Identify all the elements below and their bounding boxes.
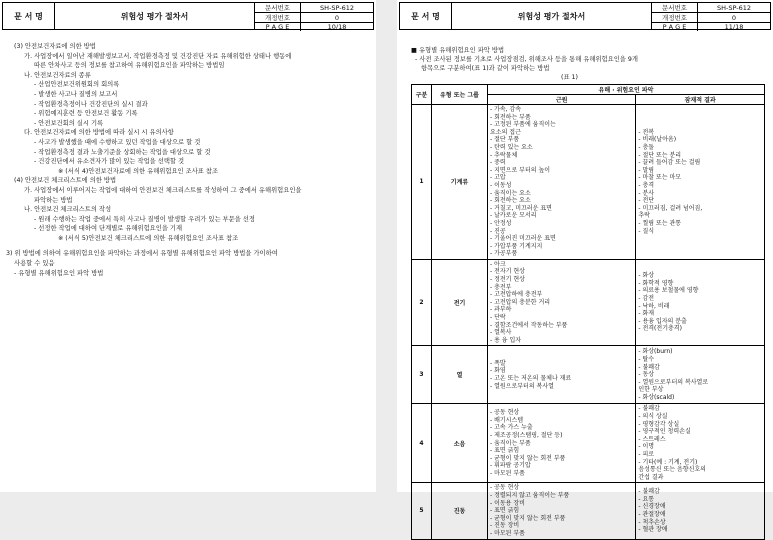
page-header <box>399 2 771 30</box>
cause-item: - 거칠고, 미끄러운 표면 <box>490 204 552 212</box>
cause-item: - 중력 <box>490 159 506 167</box>
cause-item: - 회전하는 요소 <box>490 197 531 205</box>
result-item: - 말림 <box>638 166 655 174</box>
result-item: - 신경장애 <box>638 503 666 511</box>
result-item: - 질식 <box>638 227 655 235</box>
cause-item: - 고속 가스 누출 <box>490 424 533 432</box>
intro-line: - 사전 조사된 정보를 기초로 사업장점검, 위해조사 등을 통해 유해위험요인을 9개 <box>415 56 638 63</box>
table-row <box>412 346 765 404</box>
result-item: - 분사 <box>638 189 655 197</box>
result-item: - 동상 <box>638 371 655 379</box>
cause-item: - 전자기 현상 <box>490 268 525 276</box>
col-header-result: 잠재적 결과 <box>636 95 765 105</box>
doc-info-grid <box>652 3 770 29</box>
col-header-cause: 근원 <box>488 95 636 105</box>
result-item: - 의식 상실 <box>638 413 668 420</box>
result-item: 인한 부상 <box>638 386 664 394</box>
result-item: - 화상 <box>638 272 655 280</box>
result-item: - 불쾌감 <box>638 363 660 371</box>
cause-item: - 열원으로부터의 복사열 <box>490 382 554 390</box>
page-label: P A G E <box>652 23 698 31</box>
body-line: - 작업환경측정이나 건강진단의 실시 결과 <box>34 100 148 108</box>
body-line: (3) 안전보건자료에 의한 방법 <box>14 43 96 50</box>
cause-item: - 추락물체 <box>490 151 518 159</box>
doc-title: 위험성 평가 절차서 <box>452 3 652 29</box>
cause-item: - 정렬되지 않고 움직이는 부품 <box>490 491 570 499</box>
cause-item: - 가공부품 <box>490 250 518 258</box>
doc-no: SH-SP-612 <box>319 3 354 12</box>
body-line: (4) 안전보건 체크리스트에 의한 방법 <box>14 177 117 185</box>
cause-item: - 회전하는 부품 <box>490 113 531 121</box>
result-item: - 전격(전기충격) <box>638 325 682 333</box>
body-line: - 산업안전보건위원회의 회의록 <box>34 81 120 89</box>
body-line: - 유형별 유해위험요인 파악 방법 <box>14 269 104 277</box>
cause-item: 요소의 접근 <box>490 128 521 136</box>
row-type: 진동 <box>432 483 488 539</box>
result-item: 간섭 결과 <box>638 473 664 481</box>
cause-item: - 진동 장비 <box>490 522 520 530</box>
cause-item: - 아크 <box>490 260 506 268</box>
result-cell <box>636 346 765 404</box>
hazard-table <box>411 84 765 540</box>
body-line: - 작업환경측정 결과 노출기준을 상회하는 작업을 대상으로 할 것 <box>34 148 211 156</box>
cause-item: - 표면 긁힘 <box>490 507 520 515</box>
body-line: - 위험예지훈련 등 안전보건 활동 기록 <box>34 110 138 118</box>
result-item: - 끌려 들어감 또는 걸림 <box>638 159 701 167</box>
result-item: - 마찰 또는 마모 <box>638 174 682 182</box>
result-item: - 스트레스 <box>638 435 666 443</box>
table-row <box>412 404 765 483</box>
cause-item: - 균형이 맞지 않는 회전 부품 <box>490 454 566 462</box>
result-item: - 혈관 장애 <box>638 526 668 534</box>
table-row <box>412 105 765 260</box>
rev-no: 0 <box>334 13 340 22</box>
result-item: - 용융 입자의 분출 <box>638 317 687 325</box>
result-cell <box>636 483 765 539</box>
result-item: - 의료용 보철물에 영향 <box>638 287 699 295</box>
body-line: 3) 위 방법에 의하여 유해위험요인을 파악하는 과정에서 유형별 유해위험요인 파악 방법을 가이하여 <box>6 250 278 258</box>
body-line: 나. 안전보건자료의 종류 <box>24 71 91 79</box>
result-item: - 낙하, 비래 <box>638 302 670 310</box>
result-item: - 열원으로부터의 복사열로 <box>638 378 709 386</box>
col-header-no: 구분 <box>412 85 432 105</box>
body-line: 나. 안전보건 체크리스트의 작성 <box>24 206 112 214</box>
page-number: 11/18 <box>724 23 744 31</box>
cause-item: - 휘파람 공기압 <box>490 462 531 470</box>
cause-item: - 안정성 <box>490 219 512 227</box>
table-row <box>412 259 765 346</box>
body-line: - 안전보건회의 실시 기록 <box>34 119 104 127</box>
cause-item: - 제조공정(스탬핑, 절단 등) <box>490 431 563 439</box>
result-item: - 화상(burn) <box>638 348 673 356</box>
result-item: - 이명 <box>638 443 655 451</box>
body-line: 따른 안차사고 등의 정보를 참고하여 유해위험요인을 파악하는 방법임 <box>34 62 225 70</box>
body-line: - 원래 수행하는 작업 중에서 특히 사고나 질병이 발생할 우려가 있는 부문을 선정 <box>34 215 255 223</box>
cause-item: - 공동 현상 <box>490 484 520 492</box>
result-item: - 전복 <box>638 128 655 136</box>
result-item: - 피로 <box>638 450 655 458</box>
rev-label: 개정번호 <box>255 13 301 22</box>
cause-item: - 마모된 부품 <box>490 529 525 537</box>
cause-item: - 공동 현상 <box>490 409 520 417</box>
doc-title: 위험성 평가 절차서 <box>55 3 255 29</box>
cause-item: - 고전압의 충분한 거리 <box>490 298 551 306</box>
result-item: - 화학적 영향 <box>638 279 674 287</box>
intro-line: ■ 유형별 유해위험요인 파악 방법 <box>411 47 505 54</box>
body-line: - 선정한 작업에 대하여 단계별로 유해위험요인을 기재 <box>34 225 183 233</box>
hazard-table-body <box>412 105 765 540</box>
page-number: 10/18 <box>327 23 347 31</box>
result-item: - 전단 <box>638 197 655 205</box>
body-line: 다. 안전보건자료에 의한 방법에 따라 실시 시 유의사항 <box>24 129 174 137</box>
row-number: 3 <box>412 346 432 404</box>
document-page-left <box>0 0 376 492</box>
cause-cell <box>488 346 636 404</box>
page-label: P A G E <box>255 23 301 31</box>
result-item: - 미끄러짐, 걸려 넘어짐, <box>638 204 703 212</box>
cause-item: - 기울어진 미끄러운 표면 <box>490 235 556 243</box>
doc-no-label: 문서번호 <box>652 3 698 12</box>
body-line: 가. 사업장에서 일어난 재해발생보고서, 작업환경측정 및 건강진단 자료 유해위험한 상태나 행동에 <box>24 52 292 60</box>
result-item: - 충돌 <box>638 143 655 151</box>
result-item: 음성통신 또는 음향신호의 <box>638 466 706 474</box>
cause-item: - 가압부품 기계지지 <box>490 242 543 250</box>
cause-cell <box>488 404 636 483</box>
cause-item: - 단락 <box>490 314 506 322</box>
result-item: - 찔림 또는 관통 <box>638 219 682 227</box>
result-item: - 불쾌감 <box>638 488 660 496</box>
cause-item: - 결함조건에서 작동하는 부품 <box>490 321 568 329</box>
table-caption: (표 1) <box>561 74 579 81</box>
right-intro <box>411 46 767 82</box>
result-item: - 불쾌감 <box>638 405 660 413</box>
result-item: - 충격 <box>638 181 655 189</box>
col-header-group: 유해 · 위험요인 파악 <box>488 85 765 95</box>
doc-info-grid <box>255 3 373 29</box>
cause-item: - 고전압하에 충전부 <box>490 291 543 299</box>
cause-cell <box>488 105 636 260</box>
cause-item: - 폭발 <box>490 359 506 367</box>
cause-item: - 용 융 입자 <box>490 336 522 344</box>
cause-item: - 진공 <box>490 227 506 235</box>
doc-name-label: 문 서 명 <box>3 3 55 29</box>
result-cell <box>636 105 765 260</box>
doc-no-label: 문서번호 <box>255 3 301 12</box>
result-item: - 영구적인 청력손실 <box>638 428 691 436</box>
cause-item: - 표면 긁힘 <box>490 447 520 455</box>
row-number: 4 <box>412 404 432 483</box>
cause-item: - 과부하 <box>490 306 512 314</box>
cause-item: - 가속, 감속 <box>490 106 522 113</box>
result-item: - 감전 <box>638 295 655 303</box>
document-page-right <box>397 0 773 537</box>
cause-item: - 열복사 <box>490 329 512 337</box>
body-line: 파악하는 방법 <box>34 196 73 204</box>
cause-item: - 고정된 부품에 움직이는 <box>490 121 556 129</box>
row-type: 열 <box>432 346 488 404</box>
body-line: - 사고가 발생했을 때에 수행하고 있던 작업을 대상으로 할 것 <box>34 138 201 146</box>
cause-item: - 충전부 <box>490 283 512 291</box>
body-line: - 발생한 사고나 질병의 보고서 <box>34 90 118 98</box>
cause-item: - 지면으로 부터의 높이 <box>490 166 551 174</box>
doc-name-label: 문 서 명 <box>400 3 452 29</box>
cause-cell <box>488 483 636 539</box>
doc-no: SH-SP-612 <box>716 3 751 12</box>
rev-no: 0 <box>731 13 737 22</box>
cause-item: - 고온 또는 저온의 물체나 재료 <box>490 374 572 382</box>
body-line: - 건강진단에서 유소견자가 많이 있는 작업을 선택할 것 <box>34 158 185 166</box>
cause-item: - 고압 <box>490 174 506 182</box>
body-line: ※ (서식 4)안전보건자료에 의한 유해위험요인 조사표 참조 <box>58 167 219 175</box>
cause-item: - 배기시스템 <box>490 416 524 424</box>
result-item: - 절단 또는 분리 <box>638 151 682 159</box>
page-header <box>2 2 374 30</box>
cause-item: - 탄력 있는 요소 <box>490 143 533 151</box>
result-item: - 척추손상 <box>638 518 666 526</box>
body-line: 가. 사업장에서 이루어지는 작업에 대하여 안전보건 체크리스트를 작성하여 그 중에서 유해위험요인을 <box>24 186 302 194</box>
cause-item: - 화염 <box>490 367 506 375</box>
row-type: 전기 <box>432 259 488 346</box>
left-body-text <box>6 42 370 278</box>
cause-item: - 균형이 맞지 않는 회전 부품 <box>490 514 566 522</box>
result-item: 추락 <box>638 212 650 220</box>
result-cell <box>636 259 765 346</box>
cause-item: - 움직이는 부품 <box>490 439 531 447</box>
row-number: 2 <box>412 259 432 346</box>
cause-cell <box>488 259 636 346</box>
col-header-type: 유형 또는 그룹 <box>432 85 488 105</box>
row-type: 기계류 <box>432 105 488 260</box>
result-item: - 기타(예 : 기계, 전기) <box>638 458 698 466</box>
row-number: 5 <box>412 483 432 539</box>
body-line: ※ (서식 5)안전보건 체크리스트에 의한 유해위험요인 조사표 참조 <box>58 234 239 242</box>
row-number: 1 <box>412 105 432 260</box>
intro-line: 항목으로 구분하여(표 1)과 같이 파악하는 방법 <box>421 65 550 72</box>
result-item: - 평형감각 상실 <box>638 420 680 428</box>
result-item: - 비래(날아옴) <box>638 136 677 144</box>
cause-item: - 날카로운 모서리 <box>490 212 537 220</box>
table-row <box>412 483 765 539</box>
cause-item: - 절단 부품 <box>490 136 520 144</box>
cause-item: - 움직이는 요소 <box>490 189 531 197</box>
rev-label: 개정번호 <box>652 13 698 22</box>
result-item: - 화상(scald) <box>638 393 675 401</box>
cause-item: - 이동성 <box>490 181 512 189</box>
cause-item: - 이동용 장비 <box>490 499 525 507</box>
result-item: - 요통 <box>638 495 655 503</box>
result-cell <box>636 404 765 483</box>
result-item: - 화재 <box>638 310 655 318</box>
result-item: - 탈수 <box>638 355 655 363</box>
cause-item: - 정전기 현상 <box>490 276 525 284</box>
result-item: - 관절장애 <box>638 510 666 518</box>
cause-item: - 마모된 부품 <box>490 469 525 477</box>
body-line: 사용할 수 있음 <box>14 260 55 268</box>
row-type: 소음 <box>432 404 488 483</box>
